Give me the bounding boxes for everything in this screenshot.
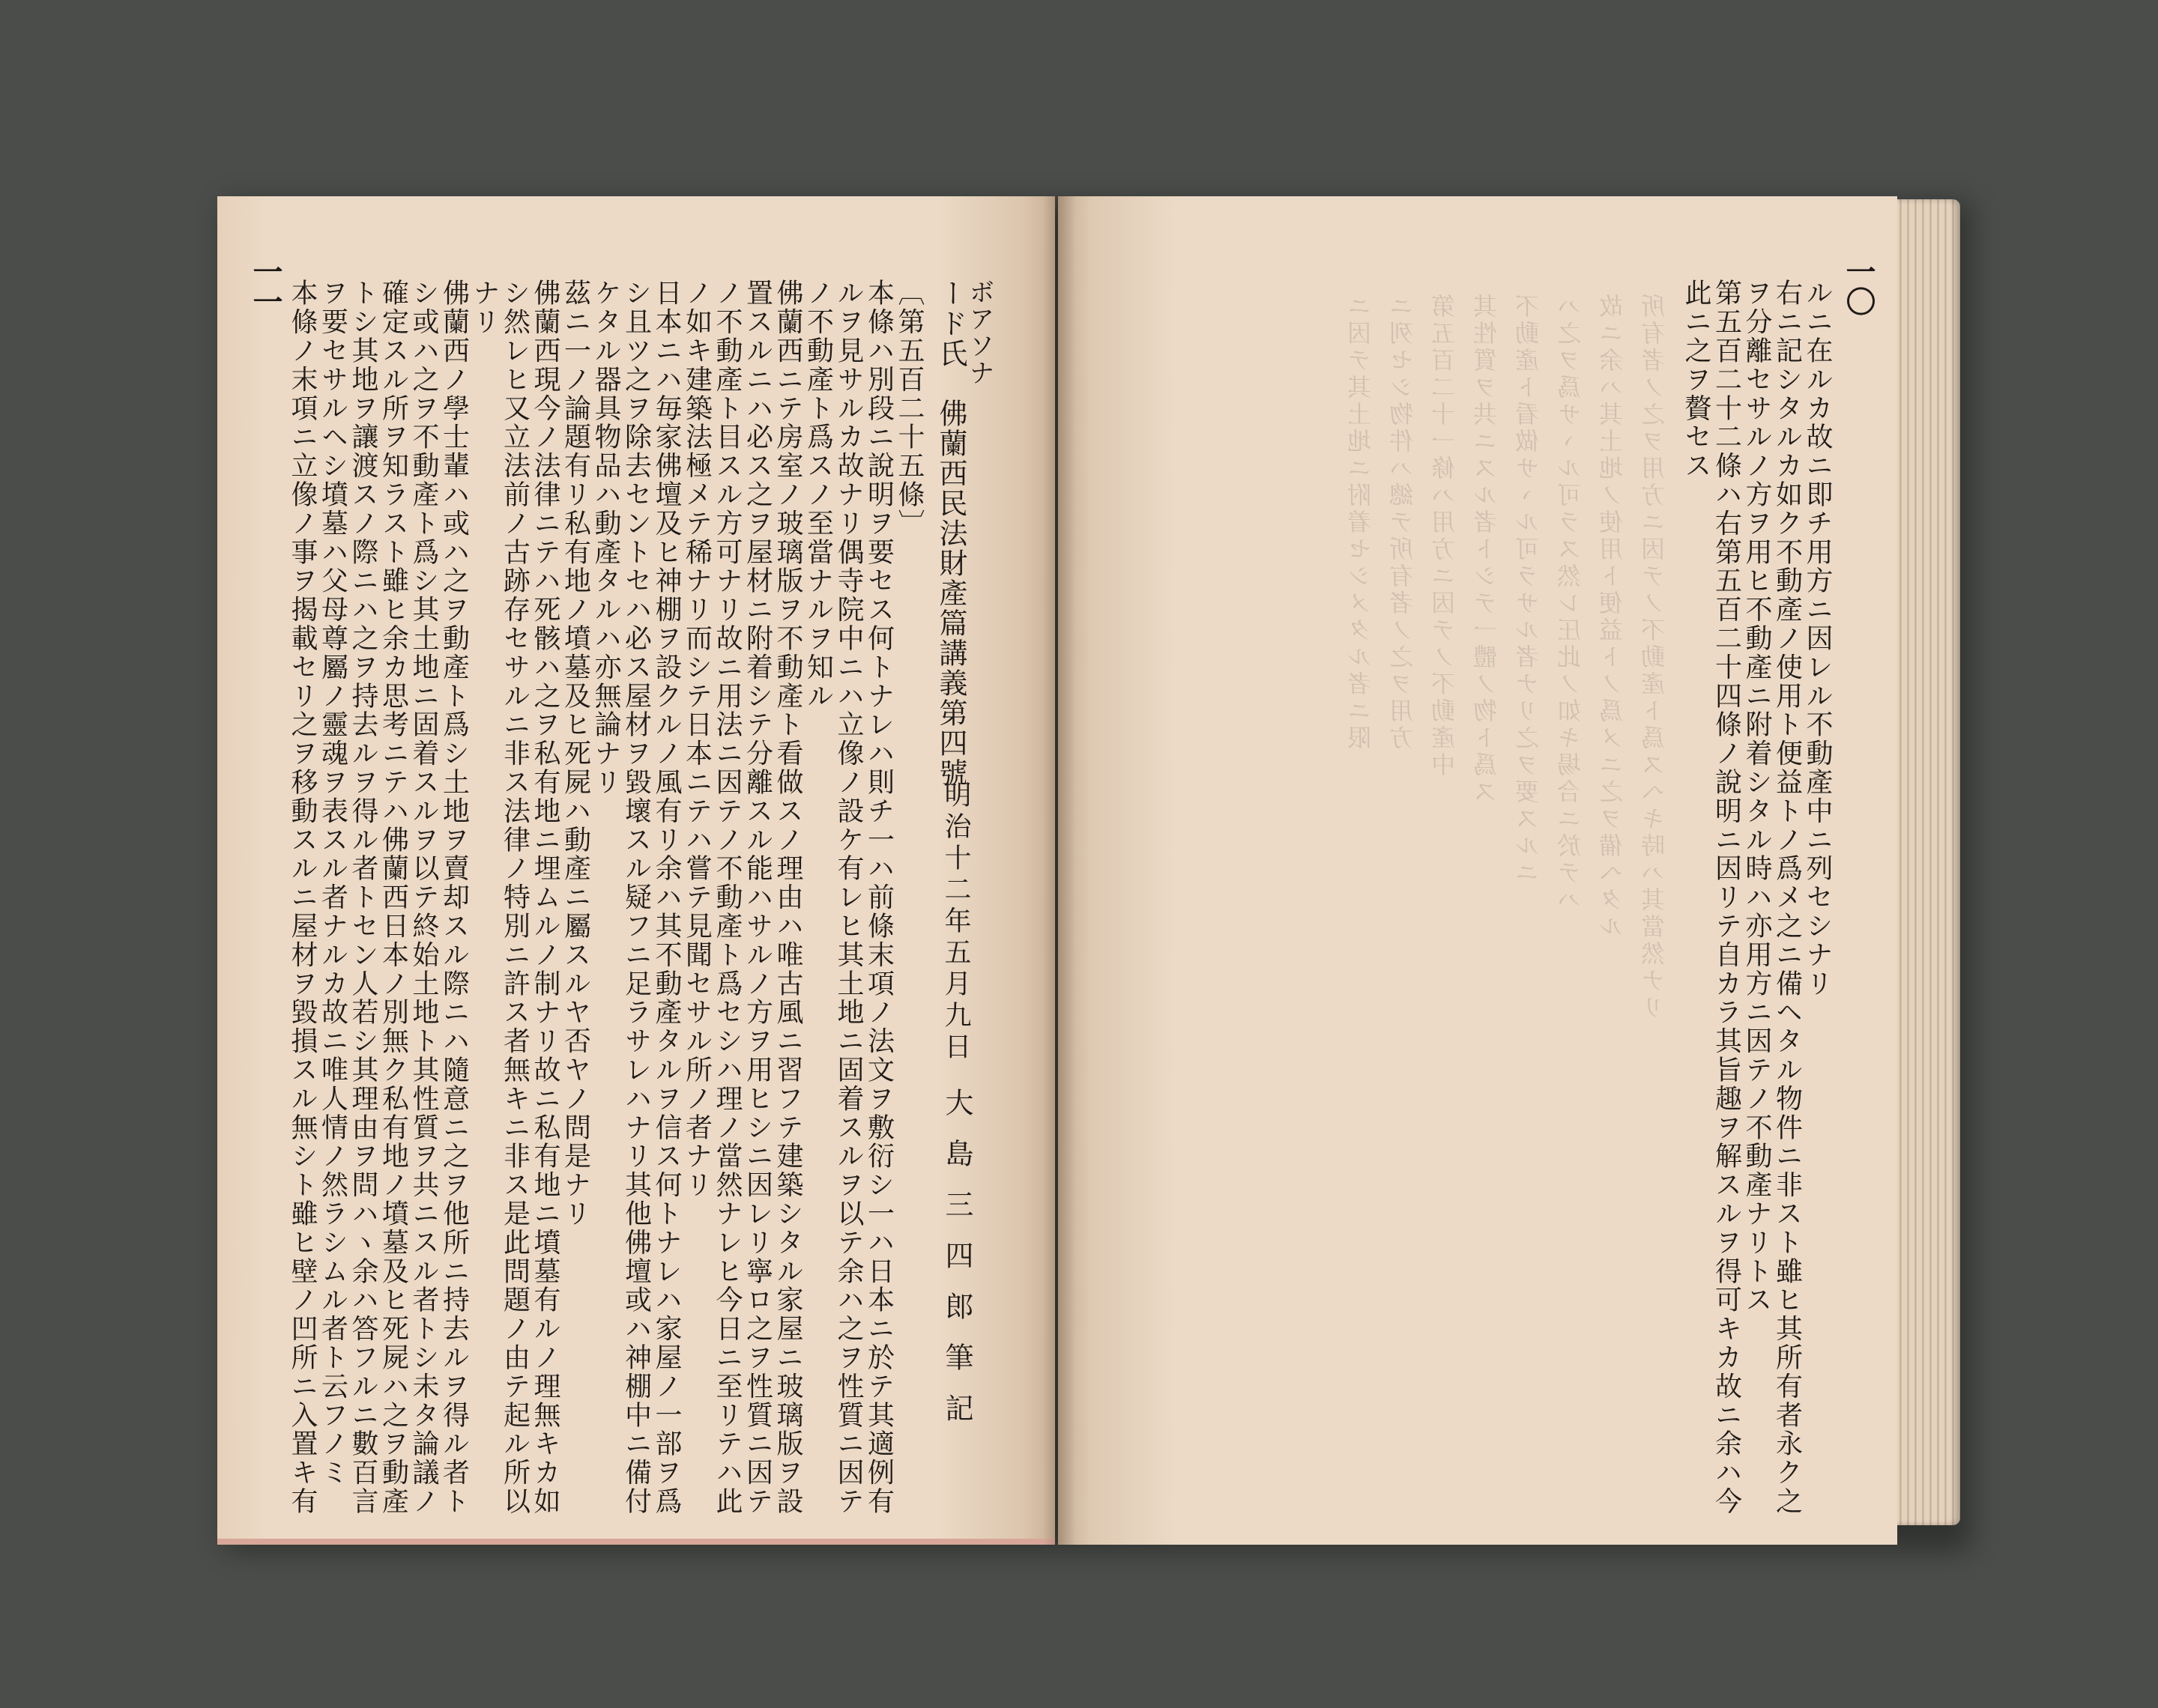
text-column: ルヲ見サルカ故ナリ偶寺院中ニハ立像ノ設ケ有レヒ其土地ニ固着スルヲ以テ余ハ之ヲ性質ニ因テ [833, 279, 864, 1516]
text-column: 第五百二十二條ハ右第五百二十四條ノ說明ニ因リテ自カラ其旨趣ヲ解スルヲ得可キカ故ニ余ハ今 [1711, 279, 1742, 1516]
text-column: 右ニ記シタルカ如ク不動產ノ使用ト便益トノ爲メ之ニ備ヘタル物件ニ非スト雖ヒ其所有者永ク之 [1771, 279, 1803, 1516]
page-number-right: 一〇 [1841, 256, 1876, 316]
text-column: トシ其地ヲ讓渡スノ際ニハ之ヲ持去ルヲ得ル者トセン人若シ其理由ヲ問ハヽ余ハ答フルニ數百言 [348, 279, 378, 1516]
text-column: 茲ニ一ノ論題有リ私有地ノ墳墓及ヒ死屍ハ動產ニ屬スルヤ否ヤノ問是ナリ [560, 279, 591, 1229]
show-through-column: 不動產ト看做サヽル可ラサル者ナリ之ヲ要スルニ [1514, 294, 1543, 887]
show-through-column: 所有者ノ之ヲ用方ニ因テノ不動產ト爲スヘキ時ハ其當然ナリ [1640, 294, 1669, 1022]
text-column: 佛蘭西ニテ房室ノ玻璃版ヲ不動產ト看做スノ理由ハ唯古風ニ習フテ建築シタル家屋ニ玻璃版ヲ設 [773, 279, 803, 1516]
right-page [1058, 196, 1897, 1545]
text-column: 佛蘭西ノ學士輩ハ或ハ之ヲ動產ト爲シ土地ヲ賣却スル際ニハ隨意ニ之ヲ他所ニ持去ルヲ得ル者ト [438, 279, 470, 1516]
text-column: ヲ分離セサルノ方ヲ用ヒ不動產ニ附着シタル時ハ亦用方ニ因テノ不動產ナリトス [1741, 279, 1772, 1315]
text-column: ノ不動產ト目スル方可ナリ故ニ用法ニ因テノ不動產ト爲セシハ理ノ當然ナレヒ今日ニ至リテハ此 [712, 279, 743, 1516]
text-column: 日本ニハ毎家佛壇及ヒ神棚ヲ設クルノ風有リ余ハ其不動產タルヲ信ス何トナレハ家屋ノ一部ヲ爲 [651, 279, 682, 1516]
show-through-column: ハ之ヲ爲サヽル可ラス然レ圧此ノ如キ場合ニ於テハ [1556, 294, 1585, 914]
text-column: 〔第五百二十五條〕 [894, 279, 925, 538]
lecture-date: 明治十二年五月九日 [940, 781, 971, 1064]
text-column: ノ如キ建築法極メテ稀ナリ而シテ日本ニテハ嘗テ見聞セサル所ノ者ナリ [681, 279, 713, 1199]
show-through-column: ニ因テ其土地ニ附着セシメタル者ニ限 [1347, 294, 1375, 752]
left-page [217, 196, 1055, 1545]
page-number-left: 一一 [248, 256, 283, 316]
show-through-column: ニ列セシ物件ハ總テ所有者ノ之ヲ用方 [1388, 294, 1417, 752]
show-through-column: 第五百二十一條ハ用方ニ因テノ不動產中 [1430, 294, 1459, 779]
page-edges [1894, 199, 1960, 1525]
author: 大島三四郎筆記 [940, 1088, 973, 1444]
text-column: シ然レヒ又立法前ノ古跡存セサルニ非ス法律ノ特別ニ許ス者無キニ非ス是此問題ノ由テ起ル所以 [499, 279, 531, 1516]
text-column: 此ニ之ヲ贅セス [1681, 279, 1711, 480]
lecture-title-prefix: ボアソナ [964, 279, 994, 387]
show-through-column: 其性質ヲ共ニスル者トシテ一體ノ物ト爲ス [1472, 294, 1501, 806]
text-column: 本條ノ末項ニ立像ノ事ヲ揭載セリ之ヲ移動スルニ屋材ヲ毀損スル無シト雖ヒ壁ノ凹所ニ入置キ有 [287, 279, 318, 1516]
text-column: 置スルニハ必ス之ヲ屋材ニ附着シテ分離スル能ハサルノ方ヲ用ヒシニ因レリ寧ロ之ヲ性質ニ因テ [742, 279, 773, 1516]
text-column: シ且ツ之ヲ除去セントセハ必ス屋材ヲ毀壞スル疑フニ足ラサレハナリ其他佛壇或ハ神棚中ニ備付 [620, 279, 652, 1516]
text-column: 確定スル所ヲ知ラスト雖ヒ余カ思考ニテハ佛蘭西日本ノ別無ク私有地ノ墳墓及ヒ死屍ハ之ヲ動產 [378, 279, 409, 1516]
text-column: ケタル器具物品ハ動產タルハ亦無論ナリ [590, 279, 621, 797]
text-column: ヲ要セサルヘシ墳墓ハ父母尊屬ノ靈魂ヲ表スル者ナルカ故ニ唯人情ノ然ラシムル者ト云フノミ [317, 279, 348, 1487]
spine-shadow [1043, 196, 1076, 1545]
text-column: ルニ在ルカ故ニ即チ用方ニ因レル不動產中ニ列セシナリ [1802, 279, 1833, 998]
text-column: 本條ハ別段ニ說明ヲ要セス何トナレハ則チ一ハ前條末項ノ法文ヲ敷衍シ一ハ日本ニ於テ其適例有 [863, 279, 895, 1516]
text-column: ノ不動產ト爲スノ至當ナルヲ知ル [803, 279, 834, 710]
lecture-title: ード氏 佛蘭西民法財產篇講義第四號 [934, 279, 967, 788]
text-column: シ或ハ之ヲ不動產ト爲シ其土地ニ固着スルヲ以テ終始土地ト其性質ヲ共ニスル者トシ未タ論議ノ [408, 279, 439, 1516]
show-through-column: 故ニ余ハ其土地ノ使用ト便益トノ爲メニ之ヲ備ヘタル [1598, 294, 1627, 941]
text-column: 佛蘭西現今ノ法律ニテハ死骸ハ之ヲ私有地ニ埋ムルノ制ナリ故ニ私有地ニ墳墓有ルノ理無キカ如 [530, 279, 560, 1516]
text-column: ナリ [469, 279, 500, 336]
